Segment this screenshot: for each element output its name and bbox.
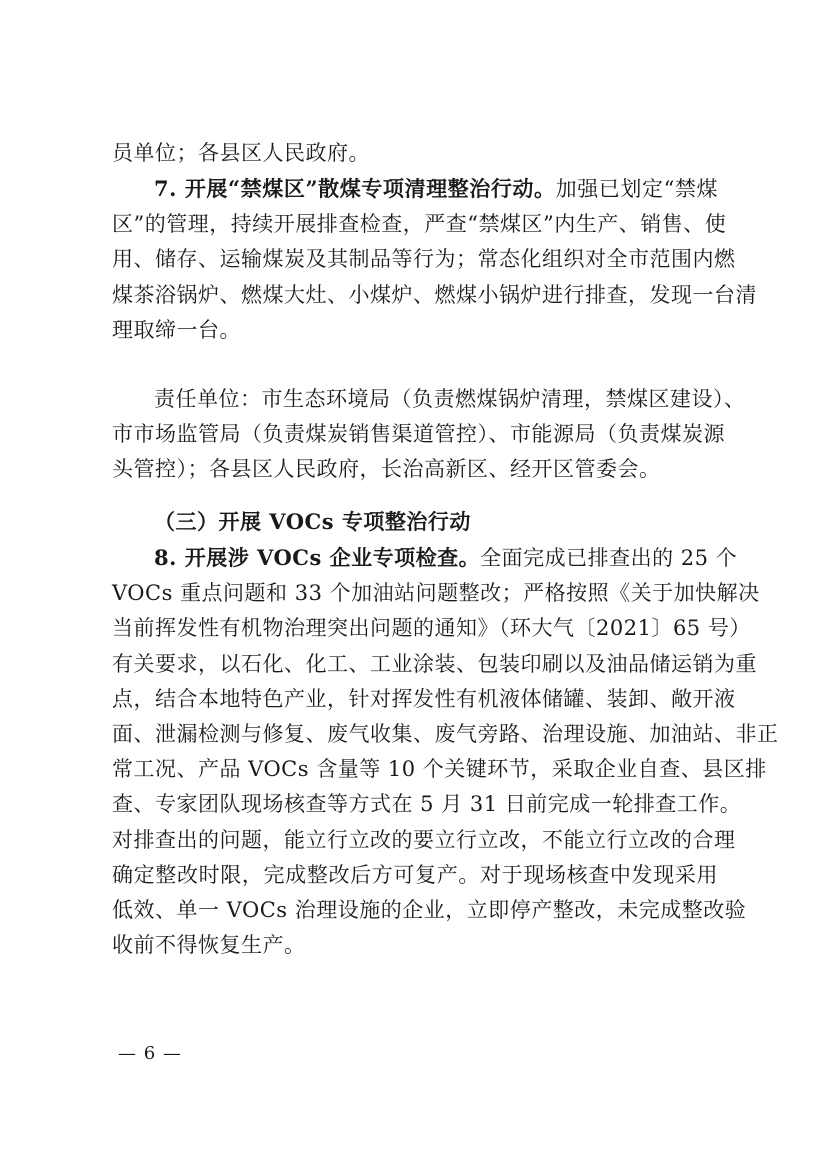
text-line — [112, 171, 718, 207]
paragraph-item-8 — [112, 540, 779, 963]
text-line: 低效、单一 VOCs 治理设施的企业，立即停产整改，未完成整改验 — [112, 898, 747, 923]
text-segment: 加强已划定“禁煤 — [555, 177, 718, 201]
text-segment: 全面完成已排查出的 25 个 — [480, 546, 738, 570]
text-line: 常工况、产品 VOCs 含量等 10 个关键环节，采取企业自查、县区排 — [112, 757, 767, 782]
text-line: 煤茶浴锅炉、燃煤大灶、小煤炉、燃煤小锅炉进行排查，发现一台清 — [112, 282, 757, 307]
paragraph-item-7 — [112, 171, 757, 348]
paragraph-responsibility — [112, 382, 746, 488]
text-line: VOCs 重点问题和 33 个加油站问题整改；严格按照《关于加快解决 — [112, 581, 760, 606]
item-heading: 7. 开展“禁煤区”散煤专项清理整治行动。 — [154, 176, 556, 201]
text-line: 对排查出的问题，能立行立改的要立行立改，不能立行立改的合理 — [112, 827, 736, 852]
text-line: 当前挥发性有机物治理突出问题的通知》（环大气〔2021〕65 号） — [112, 616, 751, 641]
page-number: — 6 — — [118, 1043, 182, 1064]
text-line: 责任单位：市生态环境局（负责燃煤锅炉清理，禁煤区建设）、 — [154, 387, 746, 411]
text-line: 头管控）；各县区人民政府，长治高新区、经开区管委会。 — [112, 457, 661, 482]
paragraph-continuation — [112, 136, 718, 171]
text-line: 区”的管理，持续开展排查检查，严查“禁煤区”内生产、销售、使 — [112, 212, 727, 237]
text-line: 员单位；各县区人民政府。 — [112, 141, 370, 165]
text-line: 有关要求，以石化、化工、工业涂装、包装印刷以及油品储运销为重 — [112, 651, 757, 676]
item-heading: 8. 开展涉 VOCs 企业专项检查。 — [154, 545, 481, 570]
text-line: 面、泄漏检测与修复、废气收集、废气旁路、治理设施、加油站、非正 — [112, 722, 779, 747]
section-heading: （三）开展 VOCs 专项整治行动 — [154, 509, 471, 534]
text-line: 理取缔一台。 — [112, 317, 241, 342]
section-title — [112, 504, 718, 539]
text-line: 确定整改时限，完成整改后方可复产。对于现场核查中发现采用 — [112, 862, 718, 887]
text-line: 市市场监管局（负责煤炭销售渠道管控）、市能源局（负责煤炭源 — [112, 422, 725, 447]
text-line: 查、专家团队现场核查等方式在 5 月 31 日前完成一轮排查工作。 — [112, 792, 742, 817]
text-line: 点，结合本地特色产业，针对挥发性有机液体储罐、装卸、敞开液 — [112, 686, 736, 711]
text-line: 收前不得恢复生产。 — [112, 933, 306, 958]
text-line: 用、储存、运输煤炭及其制品等行为；常态化组织对全市范围内燃 — [112, 247, 736, 272]
text-line — [112, 540, 738, 576]
